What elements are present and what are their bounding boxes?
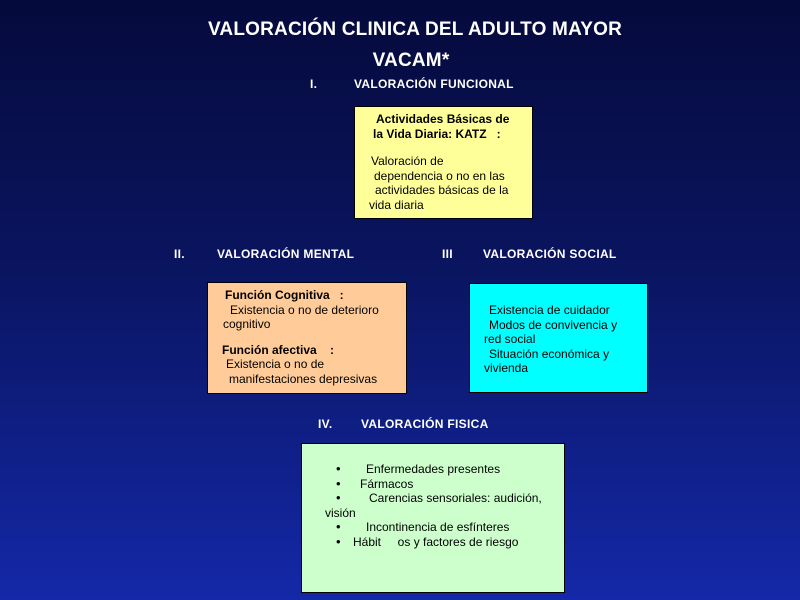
section-label: VALORACIÓN MENTAL — [217, 247, 355, 261]
section-number: I. — [310, 77, 318, 91]
slide-subtitle: VACAM* — [372, 50, 450, 71]
box-text: Existencia o no de — [226, 357, 325, 371]
box-text: vivienda — [484, 361, 529, 375]
box-text: dependencia o no en las — [374, 168, 505, 183]
box-text: cognitivo — [223, 317, 271, 331]
box-text: red social — [484, 332, 536, 346]
social-box — [469, 283, 648, 393]
box-text: manifestaciones depresivas — [229, 371, 378, 386]
list-item: • Incontinencia de esfínteres — [336, 520, 554, 535]
box-text: Modos de convivencia y — [489, 317, 618, 332]
box-text: actividades básicas de la — [375, 183, 509, 197]
box-text: Existencia de cuidador — [489, 303, 610, 317]
fisica-box — [301, 443, 565, 593]
section-label: VALORACIÓN SOCIAL — [483, 247, 617, 261]
box-text: Situación económica y — [489, 346, 610, 361]
box-text: Valoración de — [371, 154, 444, 168]
section-number: III — [442, 247, 453, 261]
box-title: Actividades Básicas de — [376, 112, 510, 126]
list-item: • Enfermedades presentes — [336, 462, 554, 477]
section-label: VALORACIÓN FISICA — [361, 417, 489, 431]
list-item: • Fármacos — [336, 477, 554, 492]
box-title: la Vida Diaria: KATZ : — [373, 126, 501, 141]
list-item: • Hábit os y factores de riesgo — [336, 535, 554, 550]
mental-box — [207, 282, 407, 394]
physical-list — [325, 462, 554, 549]
section-number: II. — [174, 247, 185, 261]
list-item-continuation: visión — [325, 505, 356, 520]
box-text: vida diaria — [369, 197, 424, 212]
section-label: VALORACIÓN FUNCIONAL — [354, 77, 514, 91]
affective-title: Función afectiva : — [222, 342, 335, 357]
slide-title: VALORACIÓN CLINICA DEL ADULTO MAYOR — [207, 19, 623, 40]
funcional-box — [354, 106, 533, 219]
box-text: Existencia o no de deterioro — [230, 302, 379, 317]
list-item: • Carencias sensoriales: audición, — [336, 491, 554, 506]
cognitive-title: Función Cognitiva : — [225, 288, 344, 302]
section-number: IV. — [318, 417, 333, 431]
